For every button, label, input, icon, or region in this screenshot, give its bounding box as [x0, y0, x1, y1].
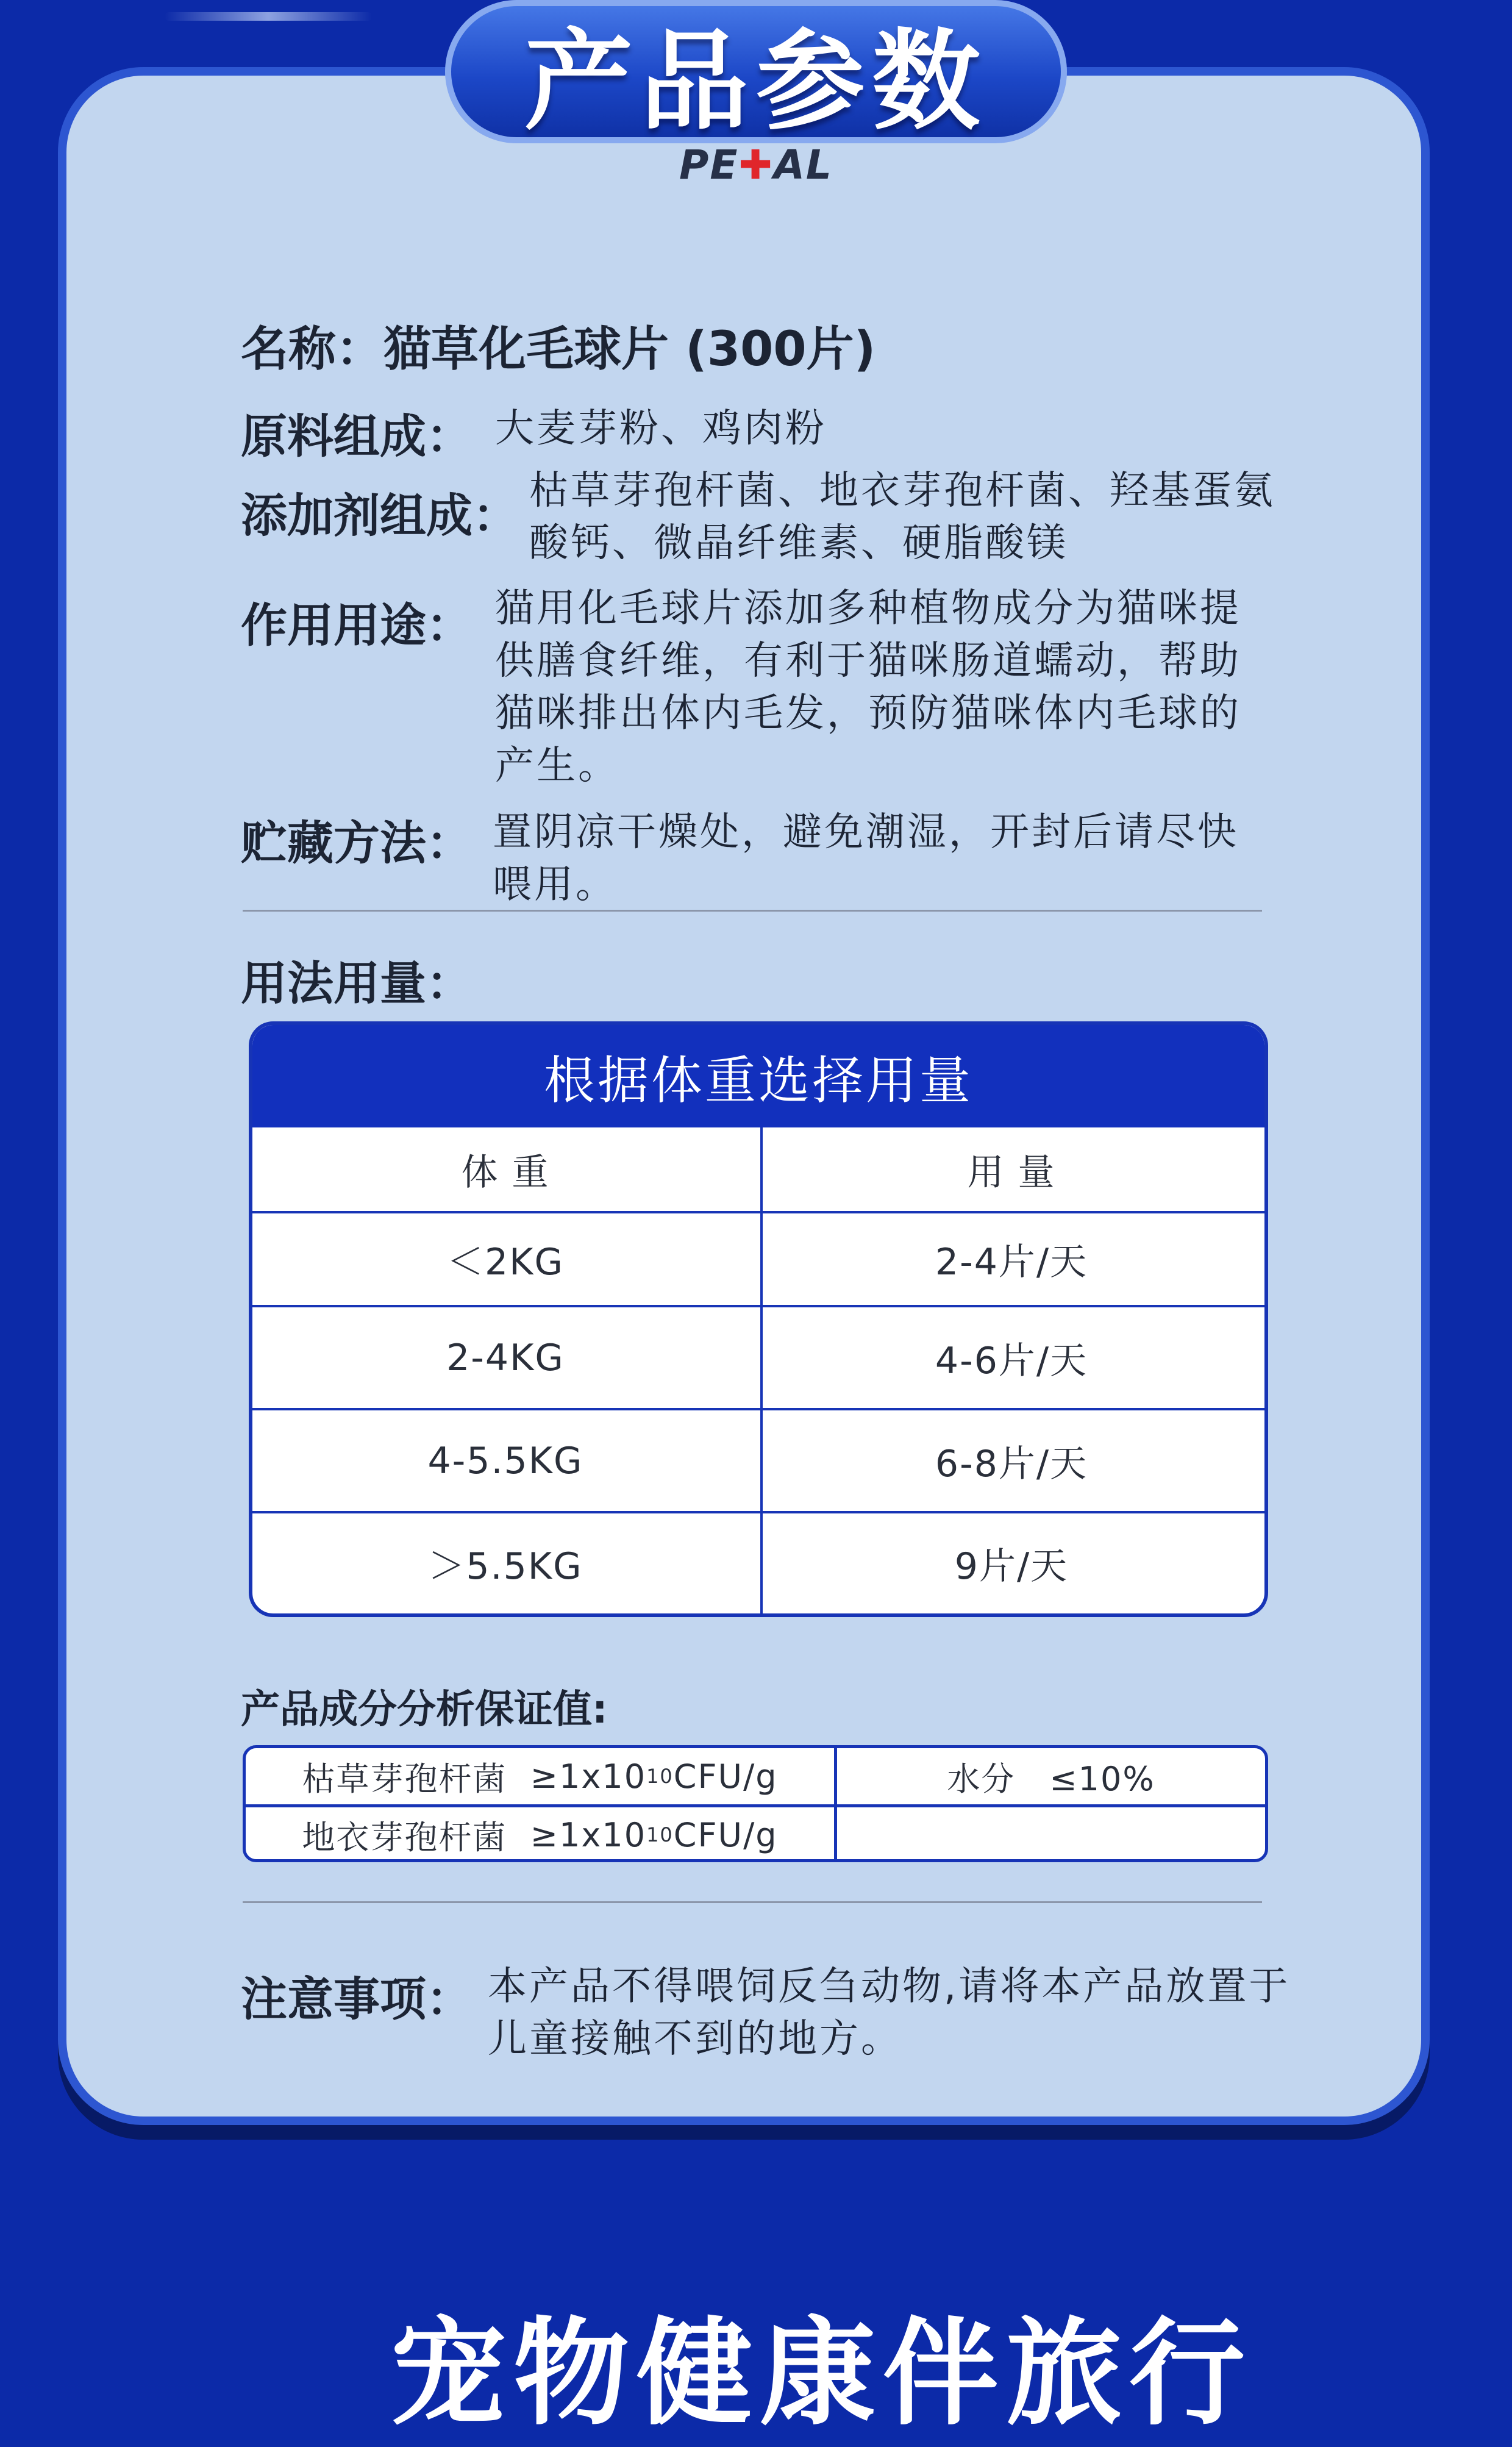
storage-label: 贮藏方法： [241, 816, 472, 870]
table-header-row [252, 1127, 1264, 1211]
title-banner [445, 0, 1067, 143]
column-divider [760, 1127, 763, 1613]
column-header-dosage: 用 量 [967, 1151, 1056, 1194]
brand-logo: PE✚AL [679, 141, 833, 188]
row-divider [246, 1804, 1265, 1807]
guarantee-cell [246, 1807, 834, 1862]
divider [243, 1901, 1262, 1903]
table-row [252, 1213, 1264, 1305]
additives-label: 添加剂组成： [241, 488, 519, 543]
table-row [252, 1307, 1264, 1408]
unit: CFU/g [673, 1757, 778, 1796]
dosage-cell: 4-6片/天 [935, 1339, 1088, 1382]
guarantee-label: 产品成分分析保证值: [241, 1687, 608, 1732]
column-divider [834, 1748, 837, 1859]
ingredients-value: 大麦芽粉、鸡肉粉 [495, 406, 827, 451]
notes-value: 本产品不得喂饲反刍动物,请将本产品放置于儿童接触不到的地方。 [488, 1964, 1291, 2062]
additives-value: 枯草芽孢杆菌、地衣芽孢杆菌、羟基蛋氨酸钙、微晶纤维素、硬脂酸镁 [529, 468, 1275, 566]
dosage-table-title: 根据体重选择用量 [252, 1025, 1264, 1127]
function-value: 猫用化毛球片添加多种植物成分为猫咪提供膳食纤维，有利于猫咪肠道蠕动，帮助猫咪排出体内毛发，预防猫咪体内毛球的产生。 [495, 586, 1241, 788]
column-header-weight: 体 重 [461, 1151, 550, 1194]
bacteria-name: 枯草芽孢杆菌 [302, 1759, 507, 1798]
name-label: 名称： [241, 322, 384, 377]
storage-value: 置阴凉干燥处，避免潮湿，开封后请尽快喂用。 [493, 810, 1239, 907]
ingredients-label: 原料组成： [241, 409, 472, 463]
dosage-table-body [252, 1127, 1264, 1613]
dosage-cell: 2-4片/天 [935, 1241, 1088, 1284]
table-row [252, 1410, 1264, 1511]
moisture-cell: 水分 ≤10% [947, 1759, 1155, 1798]
bacteria-value: ≥1x10 [530, 1815, 647, 1854]
empty-cell [837, 1807, 1265, 1862]
divider [243, 910, 1262, 912]
dosage-cell: 6-8片/天 [935, 1442, 1088, 1485]
decorative-streak [165, 12, 372, 21]
guarantee-cell [246, 1748, 834, 1804]
dosage-table [249, 1021, 1268, 1617]
name-value: 猫草化毛球片 (300片) [383, 322, 876, 377]
product-name-line [241, 311, 875, 379]
usage-label: 用法用量： [241, 956, 472, 1010]
function-label: 作用用途： [241, 598, 472, 652]
weight-cell: ＜2KG [446, 1241, 564, 1284]
next-section-title: 宠物健康伴旅行 [390, 2306, 1253, 2441]
cross-icon: ✚ [738, 141, 774, 188]
table-row [252, 1513, 1264, 1613]
notes-label: 注意事项： [241, 1972, 472, 2026]
bacteria-name: 地衣芽孢杆菌 [302, 1818, 507, 1857]
page-title: 产品参数 [524, 18, 988, 145]
exponent: 10 [646, 1765, 674, 1788]
dosage-cell: 9片/天 [954, 1545, 1069, 1588]
weight-cell: ＞5.5KG [428, 1545, 583, 1588]
unit: CFU/g [673, 1815, 778, 1854]
bacteria-value: ≥1x10 [530, 1757, 647, 1796]
exponent: 10 [646, 1823, 674, 1846]
weight-cell: 4-5.5KG [427, 1439, 583, 1482]
weight-cell: 2-4KG [446, 1336, 565, 1379]
guarantee-table [243, 1745, 1268, 1862]
